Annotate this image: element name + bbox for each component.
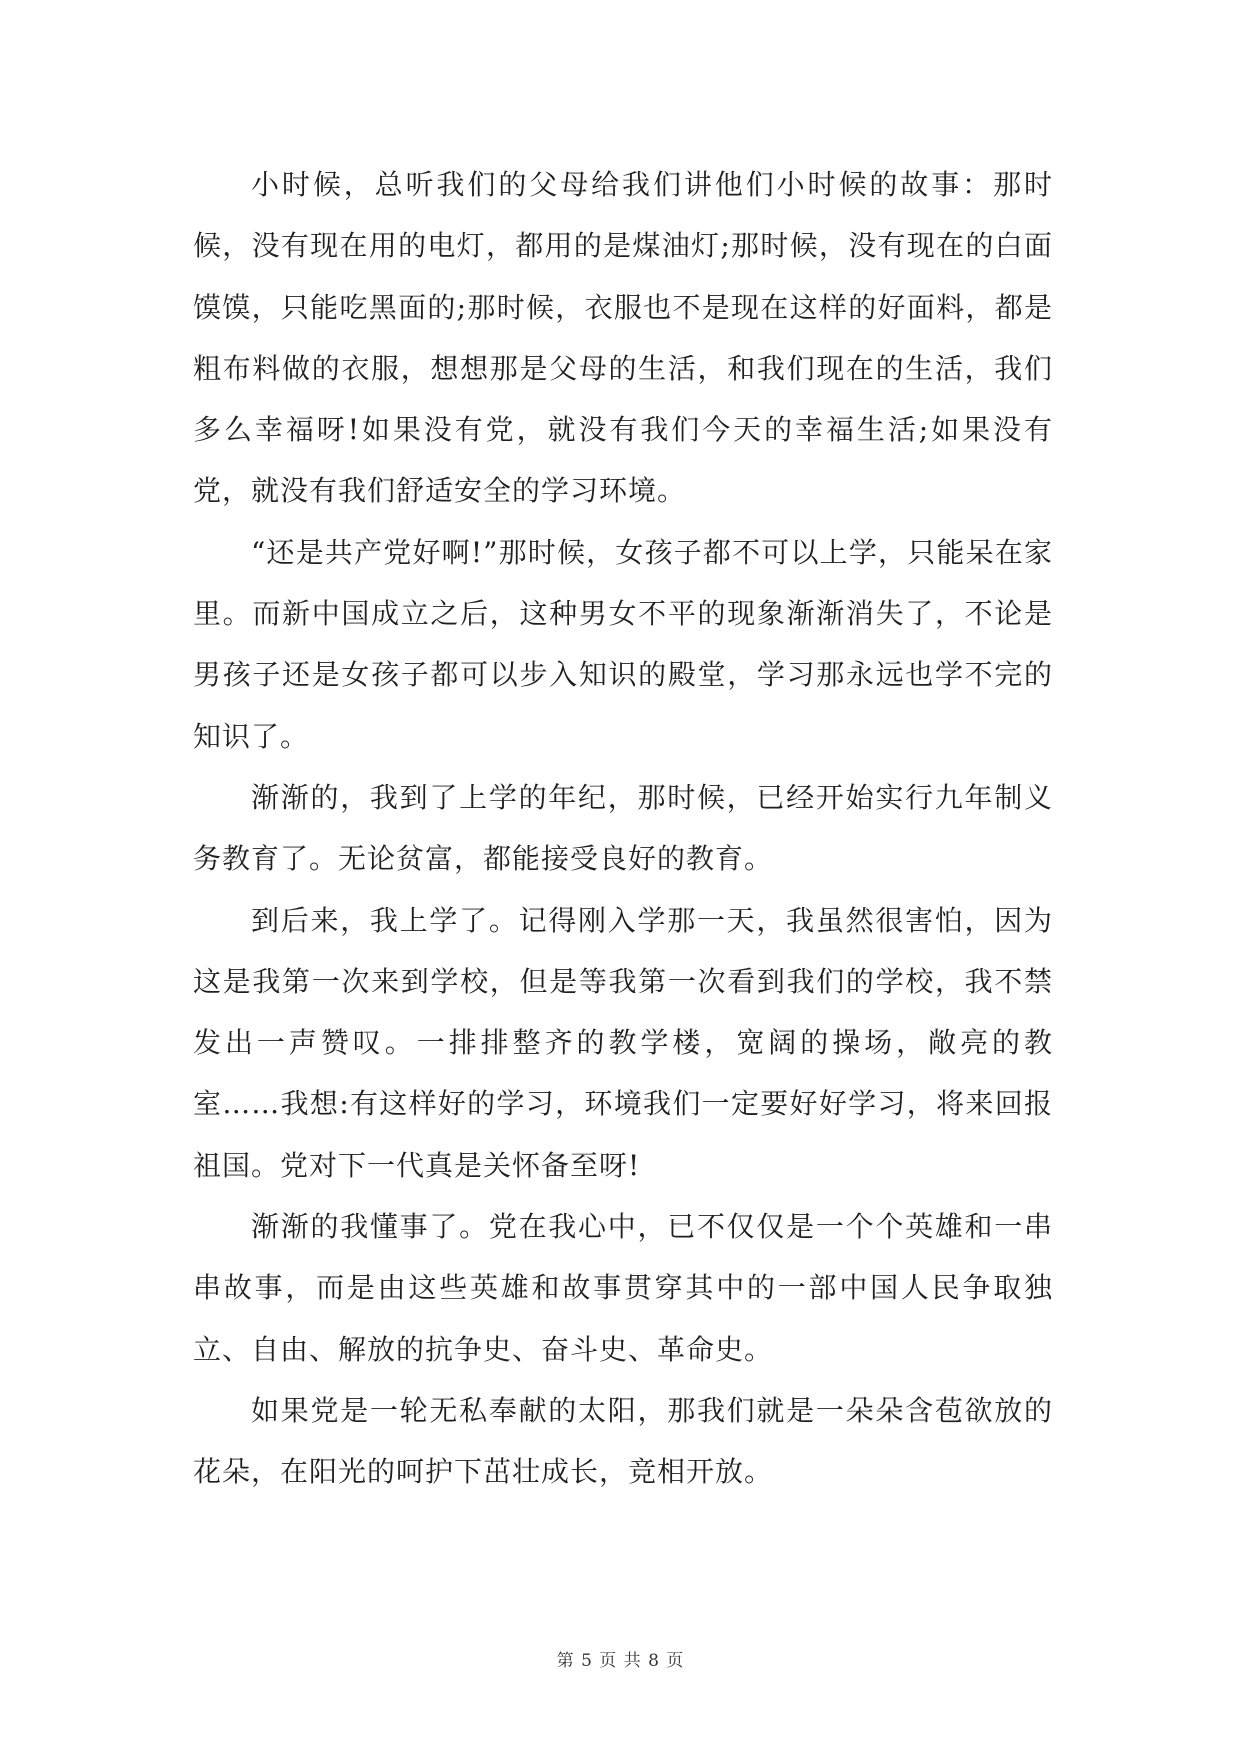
document-body bbox=[193, 154, 1053, 1503]
paragraph: 渐渐的，我到了上学的年纪，那时候，已经开始实行九年制义务教育了。无论贫富，都能接受良好的教育。 bbox=[193, 780, 1053, 876]
paragraph: 小时候，总听我们的父母给我们讲他们小时候的故事：那时候，没有现在用的电灯，都用的是煤油灯;那时候，没有现在的白面馍馍，只能吃黑面的;那时候，衣服也不是现在这样的好面料，都是粗布料做的衣服，想想那是父母的生活，和我们现在的生活，我们多么幸福呀!如果没有党，就没有我们今天的幸福生活;如果没有党，就没有我们舒适安全的学习环境。 bbox=[193, 168, 1053, 508]
paragraph: 到后来，我上学了。记得刚入学那一天，我虽然很害怕，因为这是我第一次来到学校，但是等我第一次看到我们的学校，我不禁发出一声赞叹。一排排整齐的教学楼，宽阔的操场，敞亮的教室……我想:有这样好的学习，环境我们一定要好好学习，将来回报祖国。党对下一代真是关怀备至呀! bbox=[193, 903, 1053, 1182]
paragraph: 渐渐的我懂事了。党在我心中，已不仅仅是一个个英雄和一串串故事，而是由这些英雄和故事贯穿其中的一部中国人民争取独立、自由、解放的抗争史、奋斗史、革命史。 bbox=[193, 1210, 1053, 1366]
page-number-footer: 第 5 页 共 8 页 bbox=[556, 1651, 685, 1671]
paragraph: “还是共产党好啊!”那时候，女孩子都不可以上学，只能呆在家里。而新中国成立之后，这种男女不平的现象渐渐消失了，不论是男孩子还是女孩子都可以步入知识的殿堂，学习那永远也学不完的知识了。 bbox=[193, 535, 1053, 753]
paragraph: 如果党是一轮无私奉献的太阳，那我们就是一朵朵含苞欲放的花朵，在阳光的呵护下茁壮成长，竞相开放。 bbox=[193, 1393, 1053, 1489]
